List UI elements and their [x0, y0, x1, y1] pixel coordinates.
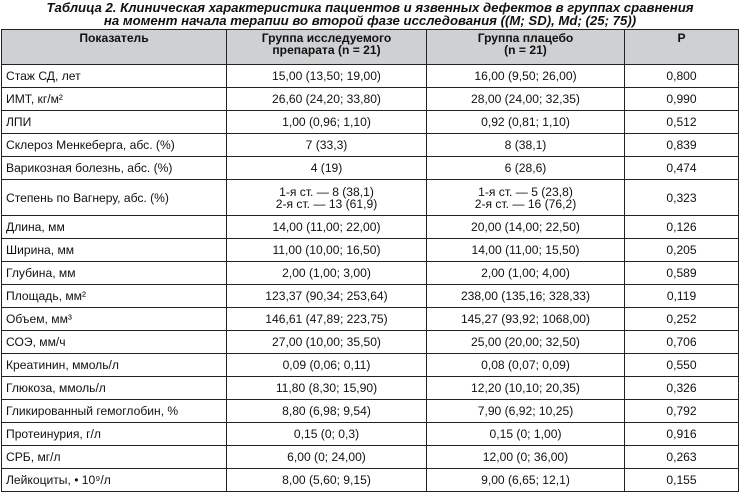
placebo-group-cell	[427, 88, 625, 111]
placebo-group-cell	[427, 65, 625, 88]
table-row	[2, 134, 739, 157]
p-value-cell	[625, 180, 739, 216]
header-drug-group	[227, 30, 427, 65]
p-value-cell	[625, 262, 739, 285]
p-value-cell-text: 0,916	[666, 427, 697, 441]
indicator-cell	[2, 354, 227, 377]
p-value-cell	[625, 239, 739, 262]
indicator-cell	[2, 423, 227, 446]
placebo-group-cell	[427, 377, 625, 400]
placebo-group-cell-text: 0,92 (0,81; 1,10)	[481, 115, 570, 129]
placebo-group-cell	[427, 111, 625, 134]
header-indicator-label: Показатель	[79, 31, 149, 45]
drug-group-cell	[227, 446, 427, 469]
p-value-cell-text: 0,252	[666, 312, 697, 326]
p-value-cell	[625, 331, 739, 354]
indicator-cell	[2, 469, 227, 492]
header-row	[2, 30, 739, 65]
placebo-group-cell-text: 20,00 (14,00; 22,50)	[471, 220, 580, 234]
p-value-cell-text: 0,323	[666, 190, 697, 205]
placebo-group-cell-text: 145,27 (93,92; 1068,00)	[460, 312, 591, 326]
drug-group-cell-text: 1,00 (0,96; 1,10)	[282, 115, 371, 129]
placebo-group-cell-text: 12,20 (10,10; 20,35)	[471, 381, 580, 395]
header-placebo-group	[427, 30, 625, 65]
drug-group-cell-text: 11,80 (8,30; 15,90)	[275, 381, 378, 395]
table-row	[2, 377, 739, 400]
header-placebo-line1: Группа плацебо	[477, 31, 574, 45]
indicator-cell	[2, 88, 227, 111]
indicator-cell-text: Длина, мм	[6, 220, 65, 234]
drug-group-cell-text: 8,80 (6,98; 9,54)	[282, 404, 371, 418]
p-value-cell-text: 0,589	[666, 266, 697, 280]
table-row	[2, 331, 739, 354]
placebo-group-cell-text: 7,90 (6,92; 10,25)	[477, 404, 574, 418]
drug-group-cell-text: 0,09 (0,06; 0,11)	[282, 358, 371, 372]
indicator-cell-text: СОЭ, мм/ч	[6, 335, 66, 349]
p-value-cell-text: 0,550	[666, 358, 697, 372]
table-row	[2, 400, 739, 423]
drug-group-cell	[227, 157, 427, 180]
indicator-cell-text: Площадь, мм²	[6, 289, 87, 303]
p-value-cell	[625, 285, 739, 308]
p-value-cell-text: 0,800	[666, 69, 697, 83]
table-row	[2, 285, 739, 308]
placebo-group-cell	[427, 239, 625, 262]
indicator-cell	[2, 285, 227, 308]
indicator-cell-text: Склероз Менкеберга, абс. (%)	[6, 138, 175, 152]
p-value-cell	[625, 354, 739, 377]
drug-group-cell	[227, 180, 427, 216]
drug-group-cell	[227, 134, 427, 157]
table-row	[2, 239, 739, 262]
header-p-value	[625, 30, 739, 65]
p-value-cell-text: 0,155	[666, 473, 697, 487]
indicator-cell	[2, 239, 227, 262]
table-row	[2, 65, 739, 88]
drug-group-cell-text: 146,61 (47,89; 223,75)	[265, 312, 388, 326]
drug-group-cell-text: 0,15 (0; 0,3)	[293, 427, 360, 441]
drug-group-cell-text: 4 (19)	[310, 161, 343, 175]
table-row	[2, 423, 739, 446]
drug-group-cell-text: 7 (33,3)	[305, 138, 348, 152]
drug-group-cell	[227, 331, 427, 354]
placebo-group-cell-text: 12,00 (0; 36,00)	[482, 450, 569, 464]
p-value-cell-text: 0,706	[666, 335, 697, 349]
drug-group-cell-text: 15,00 (13,50; 19,00)	[272, 69, 381, 83]
placebo-group-cell-text: 6 (28,6)	[504, 161, 547, 175]
p-value-cell	[625, 377, 739, 400]
indicator-cell	[2, 157, 227, 180]
caption-line-1: Таблица 2. Клиническая характеристика пациентов и язвенных дефектов в группах сравнения	[46, 0, 694, 15]
p-value-cell-text: 0,263	[666, 450, 697, 464]
indicator-cell-text: Стаж СД, лет	[6, 69, 81, 83]
drug-group-cell-text: 26,60 (24,20; 33,80)	[272, 92, 381, 106]
table-row	[2, 157, 739, 180]
indicator-cell	[2, 446, 227, 469]
p-value-cell	[625, 157, 739, 180]
drug-group-cell	[227, 377, 427, 400]
p-value-cell	[625, 423, 739, 446]
indicator-cell-text: Ширина, мм	[6, 243, 75, 257]
placebo-group-cell-text: 2,00 (1,00; 4,00)	[481, 266, 570, 280]
drug-group-cell-text: 27,00 (10,00; 35,50)	[272, 335, 381, 349]
placebo-group-cell-text: 14,00 (11,00; 15,50)	[471, 243, 580, 257]
p-value-cell	[625, 446, 739, 469]
drug-group-cell	[227, 285, 427, 308]
indicator-cell-text: СРБ, мг/л	[6, 450, 61, 464]
indicator-cell-text: Объем, мм³	[6, 312, 72, 326]
placebo-group-cell-text: 8 (38,1)	[504, 138, 547, 152]
indicator-cell	[2, 377, 227, 400]
drug-group-cell	[227, 400, 427, 423]
drug-group-cell	[227, 308, 427, 331]
placebo-group-cell-text: 238,00 (135,16; 328,33)	[460, 289, 591, 303]
drug-group-cell-text: 14,00 (11,00; 22,00)	[272, 220, 381, 234]
drug-group-cell-text: 11,00 (10,00; 16,50)	[272, 243, 381, 257]
drug-group-cell	[227, 469, 427, 492]
p-value-cell	[625, 216, 739, 239]
indicator-cell	[2, 111, 227, 134]
p-value-cell-text: 0,126	[666, 220, 697, 234]
p-value-cell-text: 0,512	[666, 115, 697, 129]
indicator-cell-text: Протеинурия, г/л	[6, 427, 101, 441]
table-row	[2, 111, 739, 134]
indicator-cell-text: Степень по Вагнеру, абс. (%)	[6, 190, 169, 205]
indicator-cell	[2, 216, 227, 239]
table-row	[2, 446, 739, 469]
p-value-cell	[625, 134, 739, 157]
p-value-cell-text: 0,119	[666, 289, 697, 303]
placebo-group-cell	[427, 157, 625, 180]
placebo-group-cell-text: 16,00 (9,50; 26,00)	[474, 69, 577, 83]
indicator-cell-text: Лейкоциты, • 10⁹/л	[6, 473, 111, 487]
indicator-cell-text: Глюкоза, ммоль/л	[6, 381, 106, 395]
drug-group-cell-text: 2-я ст. — 13 (61,9)	[275, 196, 378, 211]
header-drug-line1: Группа исследуемого	[261, 31, 392, 45]
p-value-cell	[625, 111, 739, 134]
drug-group-cell-text: 6,00 (0; 24,00)	[287, 450, 366, 464]
drug-group-cell-text: 123,37 (90,34; 253,64)	[265, 289, 388, 303]
indicator-cell	[2, 308, 227, 331]
p-value-cell	[625, 469, 739, 492]
header-indicator	[2, 30, 227, 65]
p-value-cell	[625, 400, 739, 423]
p-value-cell-text: 0,990	[666, 92, 697, 106]
placebo-group-cell-text: 0,08 (0,07; 0,09)	[481, 358, 570, 372]
header-drug-line2: препарата (n = 21)	[272, 43, 381, 57]
drug-group-cell	[227, 239, 427, 262]
table-row	[2, 354, 739, 377]
placebo-group-cell	[427, 262, 625, 285]
indicator-cell	[2, 262, 227, 285]
indicator-cell	[2, 180, 227, 216]
placebo-group-cell	[427, 423, 625, 446]
placebo-group-cell-text: 25,00 (20,00; 32,50)	[471, 335, 580, 349]
indicator-cell-text: Гликированный гемоглобин, %	[6, 404, 179, 418]
drug-group-cell	[227, 111, 427, 134]
placebo-group-cell-text: 2-я ст. — 16 (76,2)	[474, 196, 577, 211]
indicator-cell	[2, 65, 227, 88]
placebo-group-cell-text: 28,00 (24,00; 32,35)	[471, 92, 580, 106]
p-value-cell	[625, 88, 739, 111]
indicator-cell	[2, 331, 227, 354]
indicator-cell-text: Варикозная болезнь, абс. (%)	[6, 161, 173, 175]
header-p-label: P	[677, 31, 686, 45]
characteristics-table	[1, 29, 739, 492]
drug-group-cell	[227, 354, 427, 377]
drug-group-cell	[227, 65, 427, 88]
drug-group-cell	[227, 262, 427, 285]
table-caption	[0, 0, 740, 29]
indicator-cell	[2, 134, 227, 157]
placebo-group-cell	[427, 308, 625, 331]
placebo-group-cell	[427, 216, 625, 239]
drug-group-cell-text: 2,00 (1,00; 3,00)	[282, 266, 371, 280]
placebo-group-cell	[427, 354, 625, 377]
table-row	[2, 308, 739, 331]
placebo-group-cell	[427, 180, 625, 216]
placebo-group-cell	[427, 134, 625, 157]
header-placebo-line2: (n = 21)	[504, 43, 547, 57]
indicator-cell	[2, 400, 227, 423]
indicator-cell-text: ИМТ, кг/м²	[6, 92, 63, 106]
p-value-cell-text: 0,205	[666, 243, 697, 257]
drug-group-cell	[227, 216, 427, 239]
table-row	[2, 469, 739, 492]
p-value-cell-text: 0,792	[666, 404, 697, 418]
drug-group-cell	[227, 423, 427, 446]
p-value-cell-text: 0,474	[666, 161, 697, 175]
table-row	[2, 262, 739, 285]
placebo-group-cell	[427, 469, 625, 492]
indicator-cell-text: ЛПИ	[6, 115, 32, 129]
p-value-cell-text: 0,839	[666, 138, 697, 152]
placebo-group-cell	[427, 446, 625, 469]
drug-group-cell	[227, 88, 427, 111]
placebo-group-cell-text: 9,00 (6,65; 12,1)	[481, 473, 570, 487]
placebo-group-cell	[427, 331, 625, 354]
table-row	[2, 180, 739, 216]
drug-group-cell-text: 1-я ст. — 8 (38,1)	[279, 184, 374, 199]
placebo-group-cell-text: 0,15 (0; 1,00)	[489, 427, 562, 441]
p-value-cell-text: 0,326	[666, 381, 697, 395]
placebo-group-cell	[427, 400, 625, 423]
indicator-cell-text: Креатинин, ммоль/л	[6, 358, 119, 372]
indicator-cell-text: Глубина, мм	[6, 266, 76, 280]
placebo-group-cell-text: 1-я ст. — 5 (23,8)	[478, 184, 573, 199]
drug-group-cell-text: 8,00 (5,60; 9,15)	[282, 473, 371, 487]
placebo-group-cell	[427, 285, 625, 308]
table-row	[2, 216, 739, 239]
p-value-cell	[625, 308, 739, 331]
table-row	[2, 88, 739, 111]
p-value-cell	[625, 65, 739, 88]
caption-line-2: на момент начала терапии во второй фазе исследования ((M; SD), Md; (25; 75))	[103, 13, 637, 28]
